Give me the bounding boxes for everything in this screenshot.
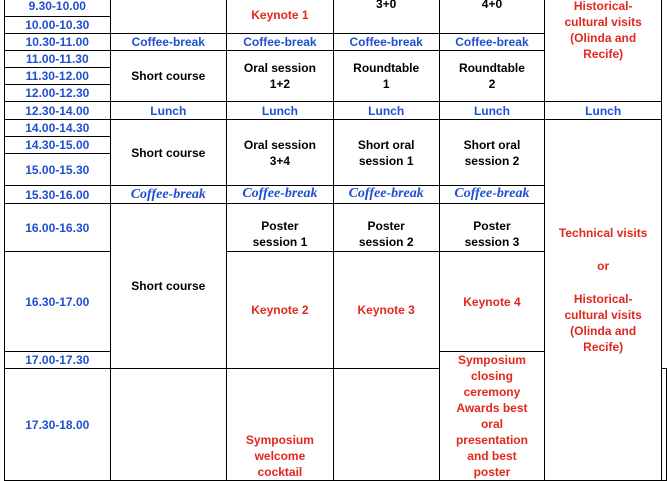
- coffee-break: Coffee-break: [439, 186, 545, 204]
- time-slot: 17.30-18.00: [5, 369, 111, 481]
- oral-session: [227, 120, 334, 186]
- lunch-cell: Lunch: [110, 102, 227, 120]
- poster-session-2: [333, 204, 439, 252]
- lunch-cell: Lunch: [333, 102, 439, 120]
- keynote-4: Keynote 4: [439, 252, 545, 352]
- cell-line: session 1: [358, 153, 414, 168]
- empty-cell: [662, 369, 667, 481]
- session-cell: 3+0: [333, 0, 439, 34]
- lunch-cell: Lunch: [545, 102, 662, 120]
- short-course: Short course: [110, 51, 227, 102]
- time-slot: 16.30-17.00: [5, 252, 111, 352]
- lunch-cell: Lunch: [227, 102, 334, 120]
- coffee-break: Coffee-break: [110, 34, 227, 51]
- short-oral-session-2: [439, 120, 545, 186]
- time-slot: 11.30-12.00: [5, 68, 111, 85]
- cell-line: poster: [473, 465, 511, 479]
- roundtable-2: [439, 51, 545, 102]
- cell-line: session 2: [464, 153, 520, 168]
- oral-session: [227, 51, 334, 102]
- short-course: Short course: [110, 204, 227, 369]
- cell-line: Symposium: [457, 353, 526, 367]
- cell-line: session 1: [252, 235, 308, 249]
- time-slot: 11.00-11.30: [5, 51, 111, 68]
- cell-line: 1: [382, 77, 390, 91]
- schedule-row: [5, 120, 667, 137]
- historical-visits-cell: [545, 0, 662, 102]
- time-slot: 14.00-14.30: [5, 120, 111, 137]
- cell-line: Historical-: [573, 0, 633, 13]
- poster-session-1: [227, 204, 334, 252]
- cell-line: 1+2: [269, 77, 291, 91]
- cell-line: Historical-: [573, 292, 633, 306]
- keynote-1: Keynote 1: [227, 0, 334, 34]
- cell-line: Short oral: [357, 137, 415, 152]
- cell-line: Roundtable: [353, 61, 420, 75]
- time-slot: 10.00-10.30: [5, 17, 111, 34]
- poster-session-3: [439, 204, 545, 252]
- time-slot: 12.00-12.30: [5, 85, 111, 102]
- cell-line: Poster: [261, 219, 299, 233]
- cell-line: ceremony: [463, 385, 521, 399]
- coffee-break: Coffee-break: [227, 34, 334, 51]
- coffee-break: Coffee-break: [439, 34, 545, 51]
- cell-line: cultural visits: [564, 308, 642, 322]
- time-slot: 15.30-16.00: [5, 186, 111, 204]
- closing-ceremony: [439, 352, 545, 481]
- cell-line: or: [597, 259, 610, 273]
- coffee-break: Coffee-break: [227, 186, 334, 204]
- coffee-break: Coffee-break: [110, 186, 227, 204]
- cell-line: Oral session: [243, 137, 316, 152]
- cell-line: and best: [467, 449, 517, 463]
- welcome-cocktail: [227, 369, 334, 481]
- coffee-break: Coffee-break: [333, 34, 439, 51]
- cell-line: Poster: [473, 219, 511, 233]
- time-slot: 10.30-11.00: [5, 34, 111, 51]
- time-slot: 12.30-14.00: [5, 102, 111, 120]
- time-slot: 15.00-15.30: [5, 154, 111, 186]
- cell-line: (Olinda and: [570, 31, 637, 45]
- time-slot: 14.30-15.00: [5, 137, 111, 154]
- cell-line: session 2: [358, 235, 414, 249]
- cell-line: Poster: [367, 219, 405, 233]
- roundtable-1: [333, 51, 439, 102]
- cell-line: session 3: [464, 235, 520, 249]
- cell-line: cocktail: [257, 465, 303, 479]
- time-slot: 17.00-17.30: [5, 352, 111, 369]
- cell-line: oral: [480, 417, 503, 431]
- empty-cell: [110, 0, 227, 34]
- cell-line: Short oral: [463, 137, 521, 152]
- cell-line: Recife): [583, 340, 624, 354]
- empty-cell: [110, 369, 227, 481]
- schedule-table: [4, 0, 667, 481]
- cell-line: (Olinda and: [570, 324, 637, 338]
- cell-line: Roundtable: [458, 61, 525, 75]
- keynote-2: Keynote 2: [227, 252, 334, 369]
- cell-line: cultural visits: [564, 15, 642, 29]
- keynote-3: Keynote 3: [333, 252, 439, 369]
- short-course: Short course: [110, 120, 227, 186]
- schedule-row: [5, 0, 667, 17]
- session-cell: 4+0: [439, 0, 545, 34]
- cell-line: Oral session: [243, 61, 316, 75]
- lunch-cell: Lunch: [439, 102, 545, 120]
- empty-cell: [333, 369, 439, 481]
- cell-line: Technical visits: [558, 226, 648, 240]
- cell-line: 2: [488, 77, 496, 91]
- cell-line: closing: [470, 369, 513, 383]
- cell-line: Recife): [583, 47, 624, 61]
- time-slot: 9.30-10.00: [5, 0, 111, 17]
- cell-line: presentation: [455, 433, 528, 447]
- cell-line: 3+4: [269, 153, 291, 168]
- cell-line: welcome: [254, 449, 306, 463]
- schedule-row: [5, 102, 667, 120]
- cell-line: Symposium: [245, 433, 314, 447]
- coffee-break: Coffee-break: [333, 186, 439, 204]
- time-slot: 16.00-16.30: [5, 204, 111, 252]
- cell-line: Awards best: [456, 401, 528, 415]
- technical-visits-cell: [545, 120, 662, 481]
- short-oral-session-1: [333, 120, 439, 186]
